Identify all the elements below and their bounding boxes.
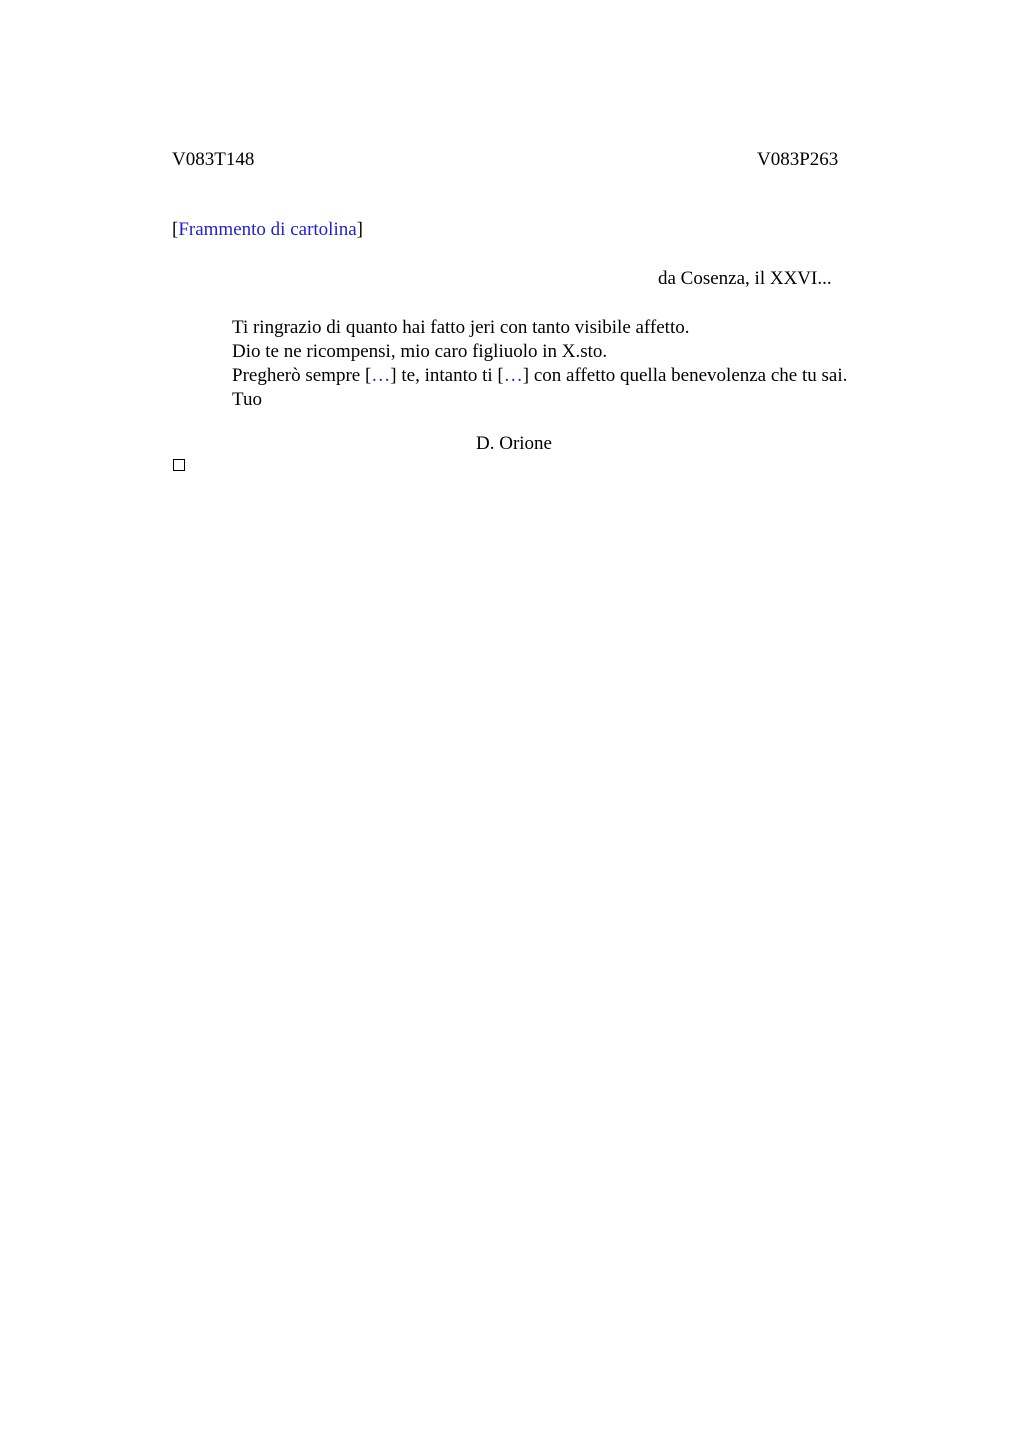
- dateline: da Cosenza, il XXVI...: [658, 268, 832, 289]
- page-id: V083P263: [757, 149, 839, 170]
- body-line-3: [232, 364, 847, 388]
- letter-body: [232, 316, 847, 412]
- document-kind-note: [172, 220, 363, 239]
- lacuna-bracket-open: [: [497, 365, 504, 386]
- body-line-3-part-2: te, intanto ti: [396, 365, 498, 386]
- text-id: V083T148: [172, 149, 255, 170]
- body-line-3-part-3: con affetto quella benevolenza che tu sai.: [529, 365, 848, 386]
- lacuna-bracket-close: ]: [390, 365, 397, 386]
- body-line-3-part-1: Pregherò sempre: [232, 365, 365, 386]
- body-line-1: Ti ringrazio di quanto hai fatto jeri con tanto visibile affetto.: [232, 317, 690, 338]
- body-line-4: Tuo: [232, 389, 262, 410]
- document-kind-label: Frammento di cartolina: [178, 219, 357, 240]
- lacuna-bracket-open: [: [364, 365, 372, 386]
- lacuna-bracket-close: ]: [522, 365, 530, 386]
- lacuna-ellipsis: …: [371, 365, 391, 386]
- end-of-text-square-icon: [173, 459, 185, 471]
- bracket-open: [: [172, 219, 179, 240]
- signature: D. Orione: [476, 433, 552, 454]
- body-line-2: Dio te ne ricompensi, mio caro figliuolo in X.sto.: [232, 341, 608, 362]
- lacuna-ellipsis: …: [503, 365, 523, 386]
- bracket-close: ]: [356, 219, 363, 240]
